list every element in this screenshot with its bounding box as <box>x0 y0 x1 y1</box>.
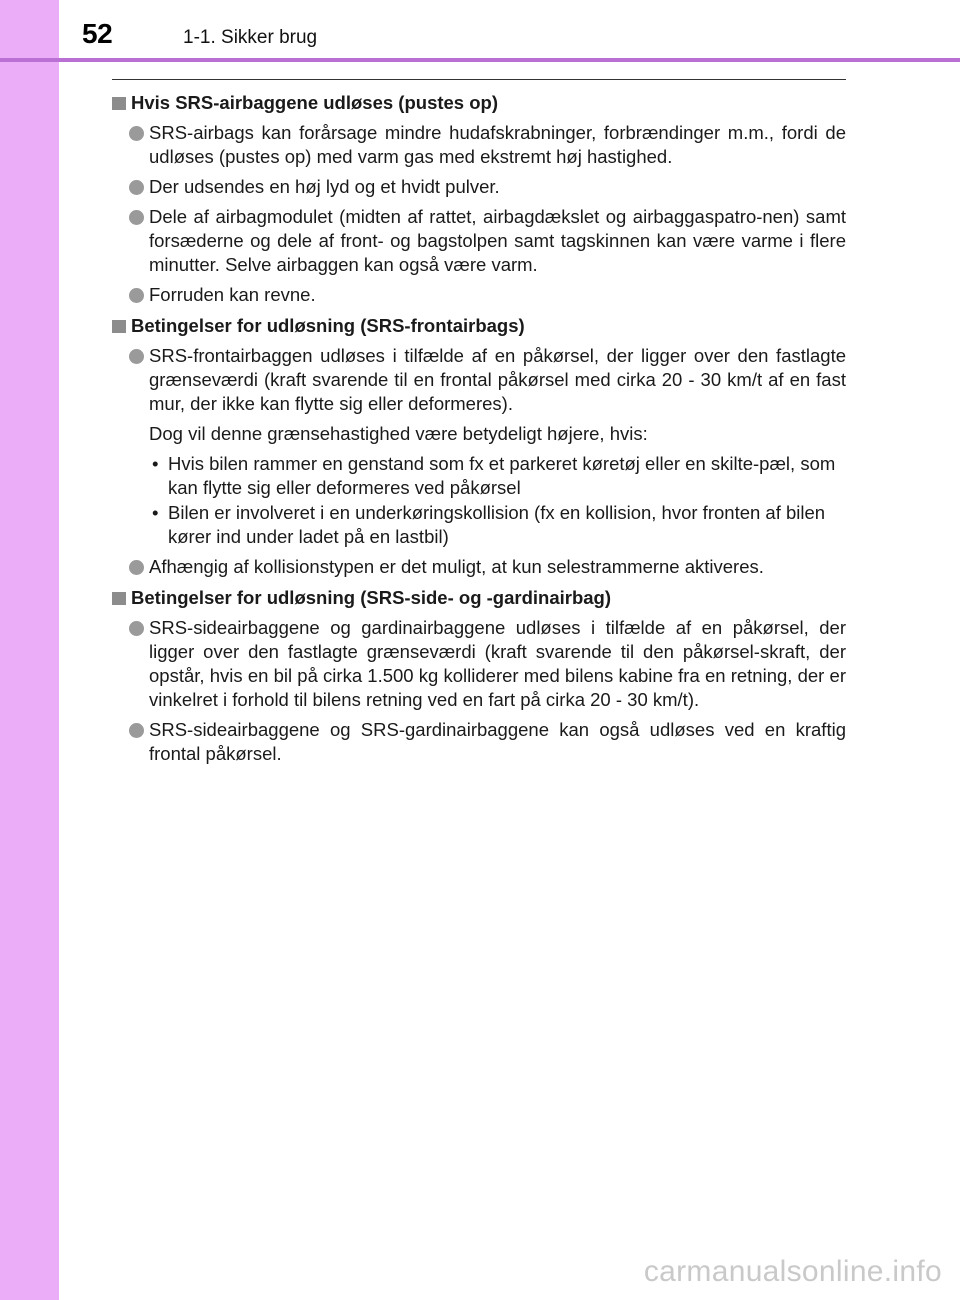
round-bullet-icon <box>129 288 144 303</box>
dot-marker-icon: • <box>152 502 159 523</box>
round-bullet-icon <box>129 210 144 225</box>
bullet-item: SRS-airbags kan forårsage mindre hudafskrabninger, forbrændinger m.m., fordi de udløses (pustes op) med varm gas med ekstremt høj hastighed. <box>112 121 846 169</box>
section-heading: Hvis SRS-airbaggene udløses (pustes op) <box>112 91 846 115</box>
section-title: 1-1. Sikker brug <box>183 27 318 48</box>
section-heading: Betingelser for udløsning (SRS-side- og -gardinairbag) <box>112 586 846 610</box>
bullet-item: SRS-sideairbaggene og SRS-gardinairbaggene kan også udløses ved en kraftig frontal påkørsel. <box>112 718 846 766</box>
square-bullet-icon <box>112 592 126 605</box>
round-bullet-icon <box>129 723 144 738</box>
body-paragraph: Dog vil denne grænsehastighed være betydeligt højere, hvis: <box>149 423 648 444</box>
sub-list-item: • Hvis bilen rammer en genstand som fx et parkeret køretøj eller en skilte-pæl, som kan flytte sig eller deformeres ved påkørsel <box>152 453 836 498</box>
page-header <box>0 0 960 58</box>
sub-list-item: • Bilen er involveret i en underkøringskollision (fx en kollision, hvor fronten af bilen kører ind under ladet på en lastbil) <box>152 502 826 547</box>
top-rule <box>112 79 846 80</box>
bullet-item: SRS-frontairbaggen udløses i tilfælde af en påkørsel, der ligger over den fastlagte grænseværdi (kraft svarende til en frontal påkørsel med cirka 20 - 30 km/t af en fast mur, der ikke kan flytte sig eller deformeres). <box>112 344 846 416</box>
bullet-item: Afhængig af kollisionstypen er det muligt, at kun selestrammerne aktiveres. <box>112 555 846 579</box>
round-bullet-icon <box>129 180 144 195</box>
page-content <box>112 88 846 766</box>
round-bullet-icon <box>129 621 144 636</box>
bullet-item: Forruden kan revne. <box>112 283 846 307</box>
section-heading: Betingelser for udløsning (SRS-frontairbags) <box>112 314 846 338</box>
header-tab <box>0 0 59 58</box>
round-bullet-icon <box>129 126 144 141</box>
round-bullet-icon <box>129 349 144 364</box>
bullet-item: Dele af airbagmodulet (midten af rattet, airbagdækslet og airbaggaspatro-nen) samt forsæderne og dele af front- og bagstolpen samt tagskinnen kan være varme i flere minutter. Selve airbaggen kan også være varm. <box>112 205 846 277</box>
watermark: carmanualsonline.info <box>643 1255 942 1288</box>
bullet-item: SRS-sideairbaggene og gardinairbaggene udløses i tilfælde af en påkørsel, der ligger over den fastlagte grænseværdi (kraft svarende til den påkørsel-skraft, der opstår, hvis en bil på cirka 1.500 kg kolliderer med bilens kabine fra en retning, der er vinkelret i forhold til bilens retning ved en fart på cirka 20 - 30 km/t). <box>112 616 846 712</box>
bullet-item: Der udsendes en høj lyd og et hvidt pulver. <box>112 175 846 199</box>
header-divider <box>0 58 960 62</box>
square-bullet-icon <box>112 97 126 110</box>
square-bullet-icon <box>112 320 126 333</box>
dot-marker-icon: • <box>152 453 159 474</box>
page-number: 52 <box>82 18 113 49</box>
side-color-strip <box>0 0 59 1300</box>
round-bullet-icon <box>129 560 144 575</box>
